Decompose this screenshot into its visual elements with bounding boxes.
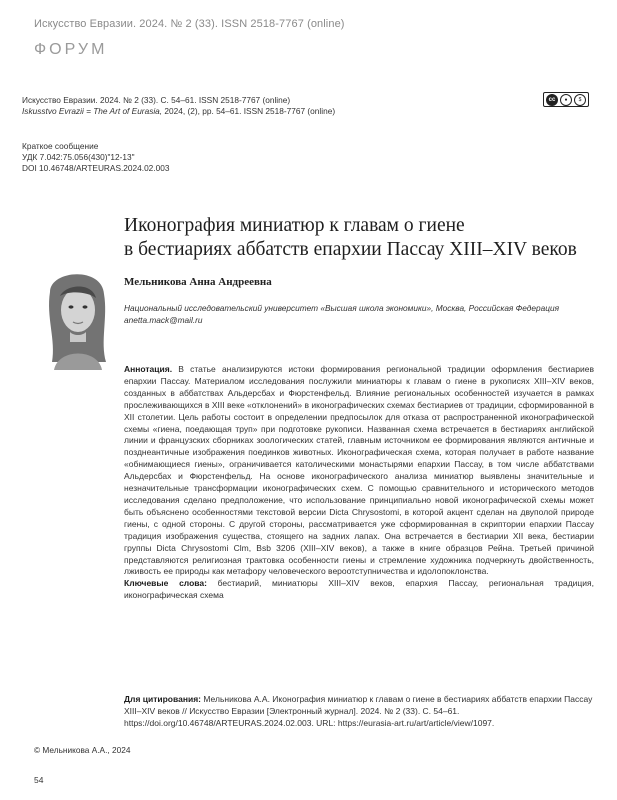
article-title-line1: Иконография миниатюр к главам о гиене xyxy=(124,215,465,236)
keywords-label: Ключевые слова: xyxy=(124,578,207,589)
citation-line-en-rest: 2024, (2), pp. 54–61. ISSN 2518-7767 (online) xyxy=(162,106,336,116)
citation-block xyxy=(124,694,594,730)
author-portrait-photo xyxy=(40,262,116,370)
running-header: Искусство Евразии. 2024. № 2 (33). ISSN 2518-7767 (online) xyxy=(34,18,345,30)
cc-logo-icon: cc xyxy=(546,94,558,106)
by-attribution-icon: ● xyxy=(560,94,572,106)
abstract-label: Аннотация. xyxy=(124,364,173,374)
udk: УДК 7.042:75.056(430)"12-13" xyxy=(22,152,135,162)
page-number: 54 xyxy=(34,775,44,785)
citation-text[interactable]: Мельникова А.А. Иконография миниатюр к главам о гиене в бестиариях аббатств епархии Пассау XIII–XIV веков // Искусство Евразии [Электронный журнал]. 2024. № 2 (33). С. 54–61. https://doi.org/10.46748/ARTEURAS.2024.02.003. URL: https://eurasia-art.ru/art/article/view/1097. xyxy=(124,694,593,728)
article-title xyxy=(124,214,594,262)
abstract xyxy=(124,364,594,602)
journal-name-en: Iskusstvo Evrazii = The Art of Eurasia, xyxy=(22,106,163,116)
article-title-line2: в бестиариях аббатств епархии Пассау XIII–XIV веков xyxy=(124,239,577,260)
author-name: Мельникова Анна Андреевна xyxy=(124,276,272,288)
citation-label: Для цитирования: xyxy=(124,694,201,704)
author-email[interactable]: anetta.mack@mail.ru xyxy=(124,315,203,325)
affiliation: Национальный исследовательский университет «Высшая школа экономики», Москва, Российская Федерация xyxy=(124,303,560,313)
citation-line-en xyxy=(22,106,335,116)
cc-by-nc-icon[interactable] xyxy=(543,92,589,107)
keywords-text: бестиарий, миниатюры XIII–XIV веков, епархия Пассау, региональная традиция, иконографическая схема xyxy=(124,578,594,601)
abstract-text: В статье анализируются истоки формирования региональной традиции оформления бестиариев епархии Пассау. Материалом исследования послужили миниатюры к главам о гиене в рукописях XIII–XIV веков, созданных в аббатствах Альдерсбах и Фюрстенфельд. Влияние региональных особенностей изучается в рамках прослеживающихся в XIII веке «отклонений» в иконографических схемах бестиариев от традиции, сформированной в XII столетии. Цель работы состоит в определении предпосылок для отказа от распространенной иконографической схемы «гиена, поедающая труп» при подготовке рукописи. Названная схема встречается в бестиариях английской линии и французских сборниках зоологических статей, главным источником ее формирования являются античные и позднеантичные изображения поединков животных. Иконографическая схема, которая получает в работе название «обнимающиеся гиены», ограничивается католическими монастырями епархии Пассау, в том числе аббатствами Альдерсбах и Фюрстенфельд. На основе иконографического анализа миниатюр выявлены значительные и незначительные трансформации иконографических схем. С помощью сравнительного и исторического методов исследования сделано предположение, что использование принципиально новой иконографической схемы может быть объяснено особенностями текстовой версии Dicta Chrysostomi, в которой акцент сделан на двуполой природе гиены, с одной стороны. С другой стороны, рассматривается уже сформированная в скриптории епархии Пассау традиция изображения существа, стоящего на задних лапах. Она встречается в бестиарии XII века, бестиарии группы Dicta Chrysostomi Clm, Bsb 3206 (XIII–XIV веков), а также в книге образцов Рейна. Третьей причиной представляются религиозная трактовка особенности гиены и стремление художника подчеркнуть двойственность, лживость ее природы как метафору человеческого вероотступничества и идолопоклонства. xyxy=(124,364,594,577)
doi: DOI 10.46748/ARTEURAS.2024.02.003 xyxy=(22,163,170,173)
nc-noncommercial-icon: $ xyxy=(574,94,586,106)
citation-line-ru: Искусство Евразии. 2024. № 2 (33). С. 54–61. ISSN 2518-7767 (online) xyxy=(22,95,291,105)
article-type: Краткое сообщение xyxy=(22,141,99,151)
copyright: © Мельникова А.А., 2024 xyxy=(34,745,131,755)
section-title: ФОРУМ xyxy=(34,41,108,58)
